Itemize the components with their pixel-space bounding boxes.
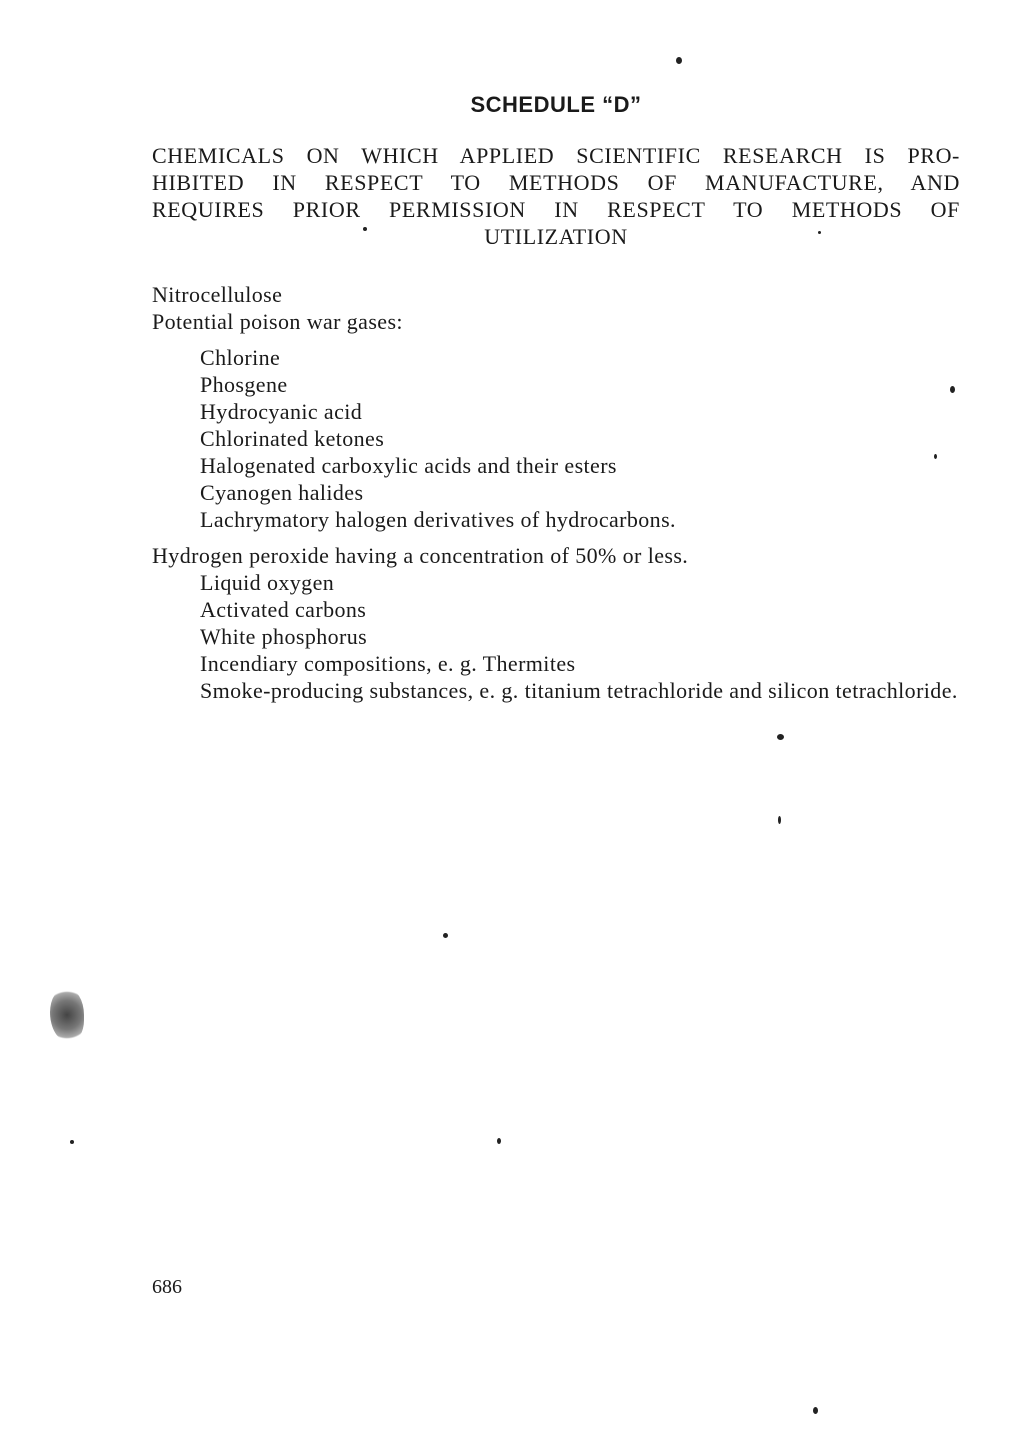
subtitle-line: UTILIZATION	[484, 224, 628, 249]
scan-speck	[497, 1138, 501, 1144]
scan-speck	[818, 231, 821, 234]
scan-speck	[363, 227, 367, 231]
list-item: Chlorinated ketones	[200, 426, 385, 451]
subtitle-line: CHEMICALS ON WHICH APPLIED SCIENTIFIC RESEARCH IS PRO-	[152, 143, 960, 168]
list-item: Halogenated carboxylic acids and their esters	[200, 453, 617, 478]
scan-speck	[950, 386, 955, 393]
subtitle-line: REQUIRES PRIOR PERMISSION IN RESPECT TO METHODS OF	[152, 197, 960, 222]
scan-speck	[934, 454, 937, 459]
list-item: White phosphorus	[200, 624, 368, 649]
page-number: 686	[152, 1276, 182, 1298]
schedule-subtitle	[152, 142, 960, 250]
schedule-title: SCHEDULE “D”	[470, 92, 642, 117]
list-item: Hydrocyanic acid	[200, 399, 363, 424]
list-item: Liquid oxygen	[200, 570, 335, 595]
list-item: Incendiary compositions, e. g. Thermites	[200, 651, 576, 676]
list-item: Lachrymatory halogen derivatives of hydrocarbons.	[200, 507, 676, 532]
subtitle-line: HIBITED IN RESPECT TO METHODS OF MANUFACTURE, AND	[152, 170, 960, 195]
list-item: Cyanogen halides	[200, 480, 364, 505]
scan-blemish	[50, 988, 84, 1042]
list-item: Activated carbons	[200, 597, 367, 622]
list-heading-poison-gases: Potential poison war gases:	[152, 309, 403, 334]
list-item-hydrogen-peroxide: Hydrogen peroxide having a concentration of 50% or less.	[152, 543, 689, 568]
list-item: Phosgene	[200, 372, 288, 397]
scan-speck	[676, 57, 682, 64]
scan-speck	[70, 1140, 74, 1144]
list-item: Chlorine	[200, 345, 281, 370]
list-item: Smoke-producing substances, e. g. titanium tetrachloride and silicon tetrachloride.	[200, 678, 958, 703]
chemical-list	[152, 281, 972, 704]
list-item-nitrocellulose: Nitrocellulose	[152, 282, 283, 307]
scan-speck	[443, 933, 448, 938]
scan-speck	[777, 734, 784, 740]
scan-speck	[778, 816, 781, 824]
scan-speck	[813, 1407, 818, 1414]
